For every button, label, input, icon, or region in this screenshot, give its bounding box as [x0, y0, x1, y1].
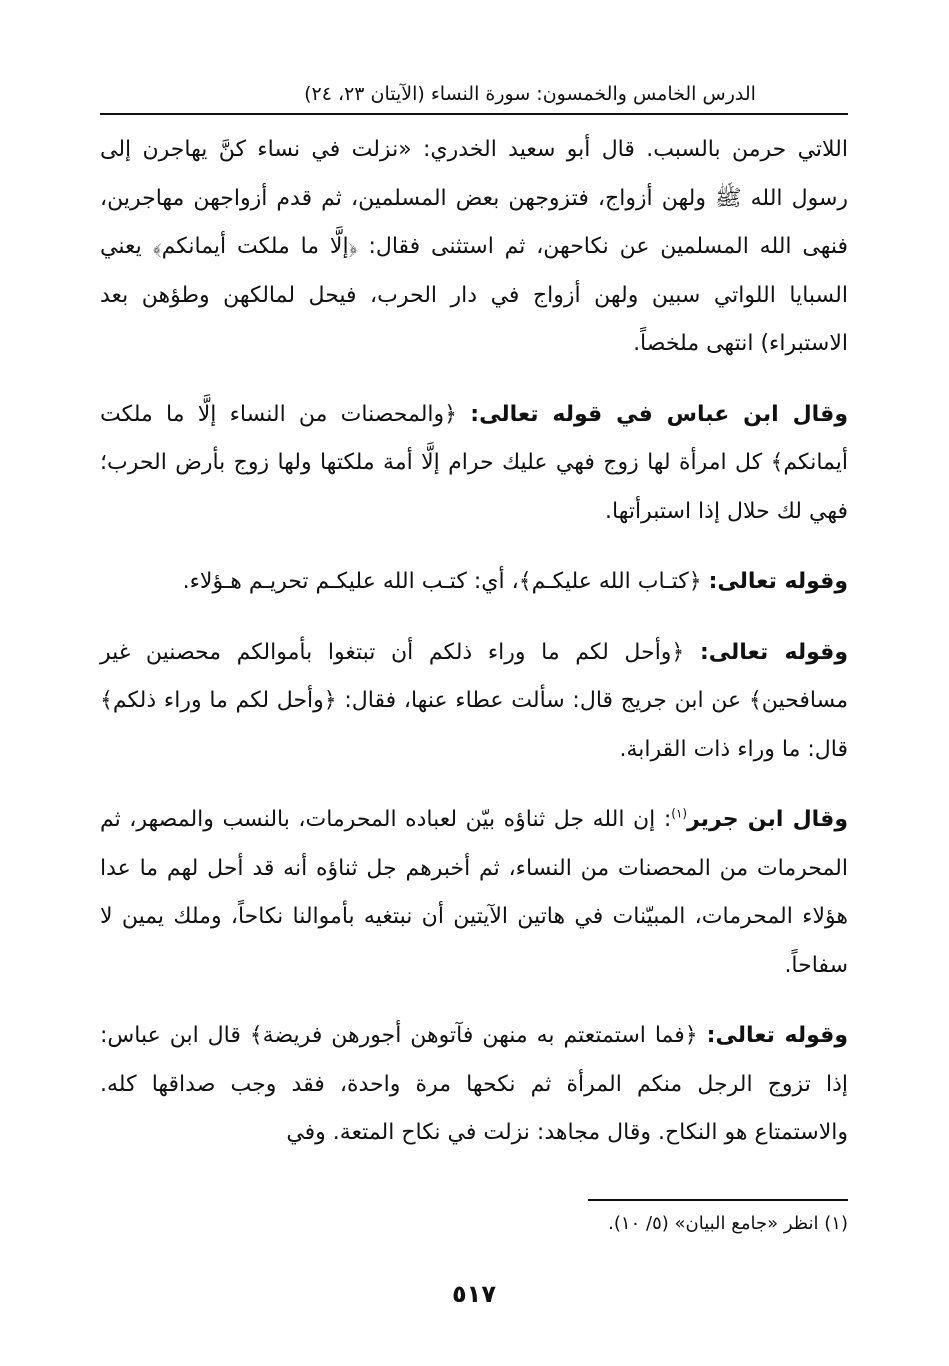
paragraph-lead: وقال ابن عباس في قوله تعالى:: [470, 401, 849, 427]
paragraph-3: [100, 558, 848, 607]
paragraph-text: اللاتي حرمن بالسبب. قال أبو سعيد الخدري: «نزلت في نساء كنَّ يهاجرن إلى رسول الله ﷺ ولهن أزواج، فتزوجهن بعض المسلمين، ثم قدم أزواجهن مهاجرين، فنهى الله المسلمين عن نكاحهن، ثم استثنى فقال: ﴿إلَّا ما ملكت أيمانكم﴾ يعني السبايا اللواتي سبين ولهن أزواج في دار الحرب، فيحل لمالكهن وطؤهن بعد الاستبراء) انتهى ملخصاً.: [100, 137, 848, 356]
paragraph-lead: وقوله تعالى:: [699, 639, 849, 665]
paragraph-lead: وقال ابن جرير: [687, 807, 848, 832]
running-header: الدرس الخامس والخمسون: سورة النساء (الآيتان ٢٣، ٢٤): [304, 83, 756, 105]
footnote-reference: (١): [671, 806, 688, 821]
paragraph-text: ﴿كتـاب الله عليكـم﴾، أي: كتـب الله عليكـم تحريـم هـؤلاء.: [182, 569, 709, 594]
paragraph-6: [100, 1012, 848, 1158]
paragraph-1: [100, 126, 848, 369]
paragraph-5: [100, 796, 848, 990]
paragraph-4: [100, 629, 848, 775]
paragraph-lead: وقوله تعالى:: [706, 1023, 849, 1048]
page-number: ٥١٧: [452, 1280, 496, 1308]
header-rule: [100, 113, 848, 115]
paragraph-text: : إن الله جل ثناؤه بيّن لعباده المحرمات، بالنسب والمصهر، ثم المحرمات من المحصنات من النساء، ثم أخبرهم جل ثناؤه أنه قد أحل لهم ما عدا هؤلاء المحرمات، المبيّنات في هاتين الآيتين أن نبتغيه بأموالنا نكاحاً، وملك يمين لا سفاحاً.: [100, 807, 848, 978]
paragraph-text: ﴿والمحصنات من النساء إلَّا ما ملكت أيمانكم﴾ كل امرأة لها زوج فهي عليك حرام إلَّا أمة ملكتها ولها زوج بأرض الحرب؛ فهي لك حلال إذا استبرأتها.: [100, 401, 848, 524]
footnote-rule: [588, 1199, 848, 1201]
footnote: (١) انظر «جامع البيان» (٥/ ١٠).: [608, 1213, 848, 1234]
paragraph-text: ﴿وأحل لكم ما وراء ذلكم أن تبتغوا بأموالكم محصنين غير مسافحين﴾ عن ابن جريج قال: سألت عطاء عنها، فقال: ﴿وأحل لكم ما وراء ذلكم﴾ قال: ما وراء ذات القرابة.: [100, 639, 848, 762]
paragraph-text: ﴿فما استمتعتم به منهن فآتوهن أجورهن فريضة﴾ قال ابن عباس: إذا تزوج الرجل منكم المرأة ثم نكحها مرة واحدة، فقد وجب صداقها كله. والاستمتاع هو النكاح. وقال مجاهد: نزلت في نكاح المتعة. وفي: [100, 1023, 848, 1145]
paragraph-2: [100, 391, 848, 537]
body-text: [100, 126, 848, 1158]
paragraph-lead: وقوله تعالى:: [708, 569, 848, 594]
